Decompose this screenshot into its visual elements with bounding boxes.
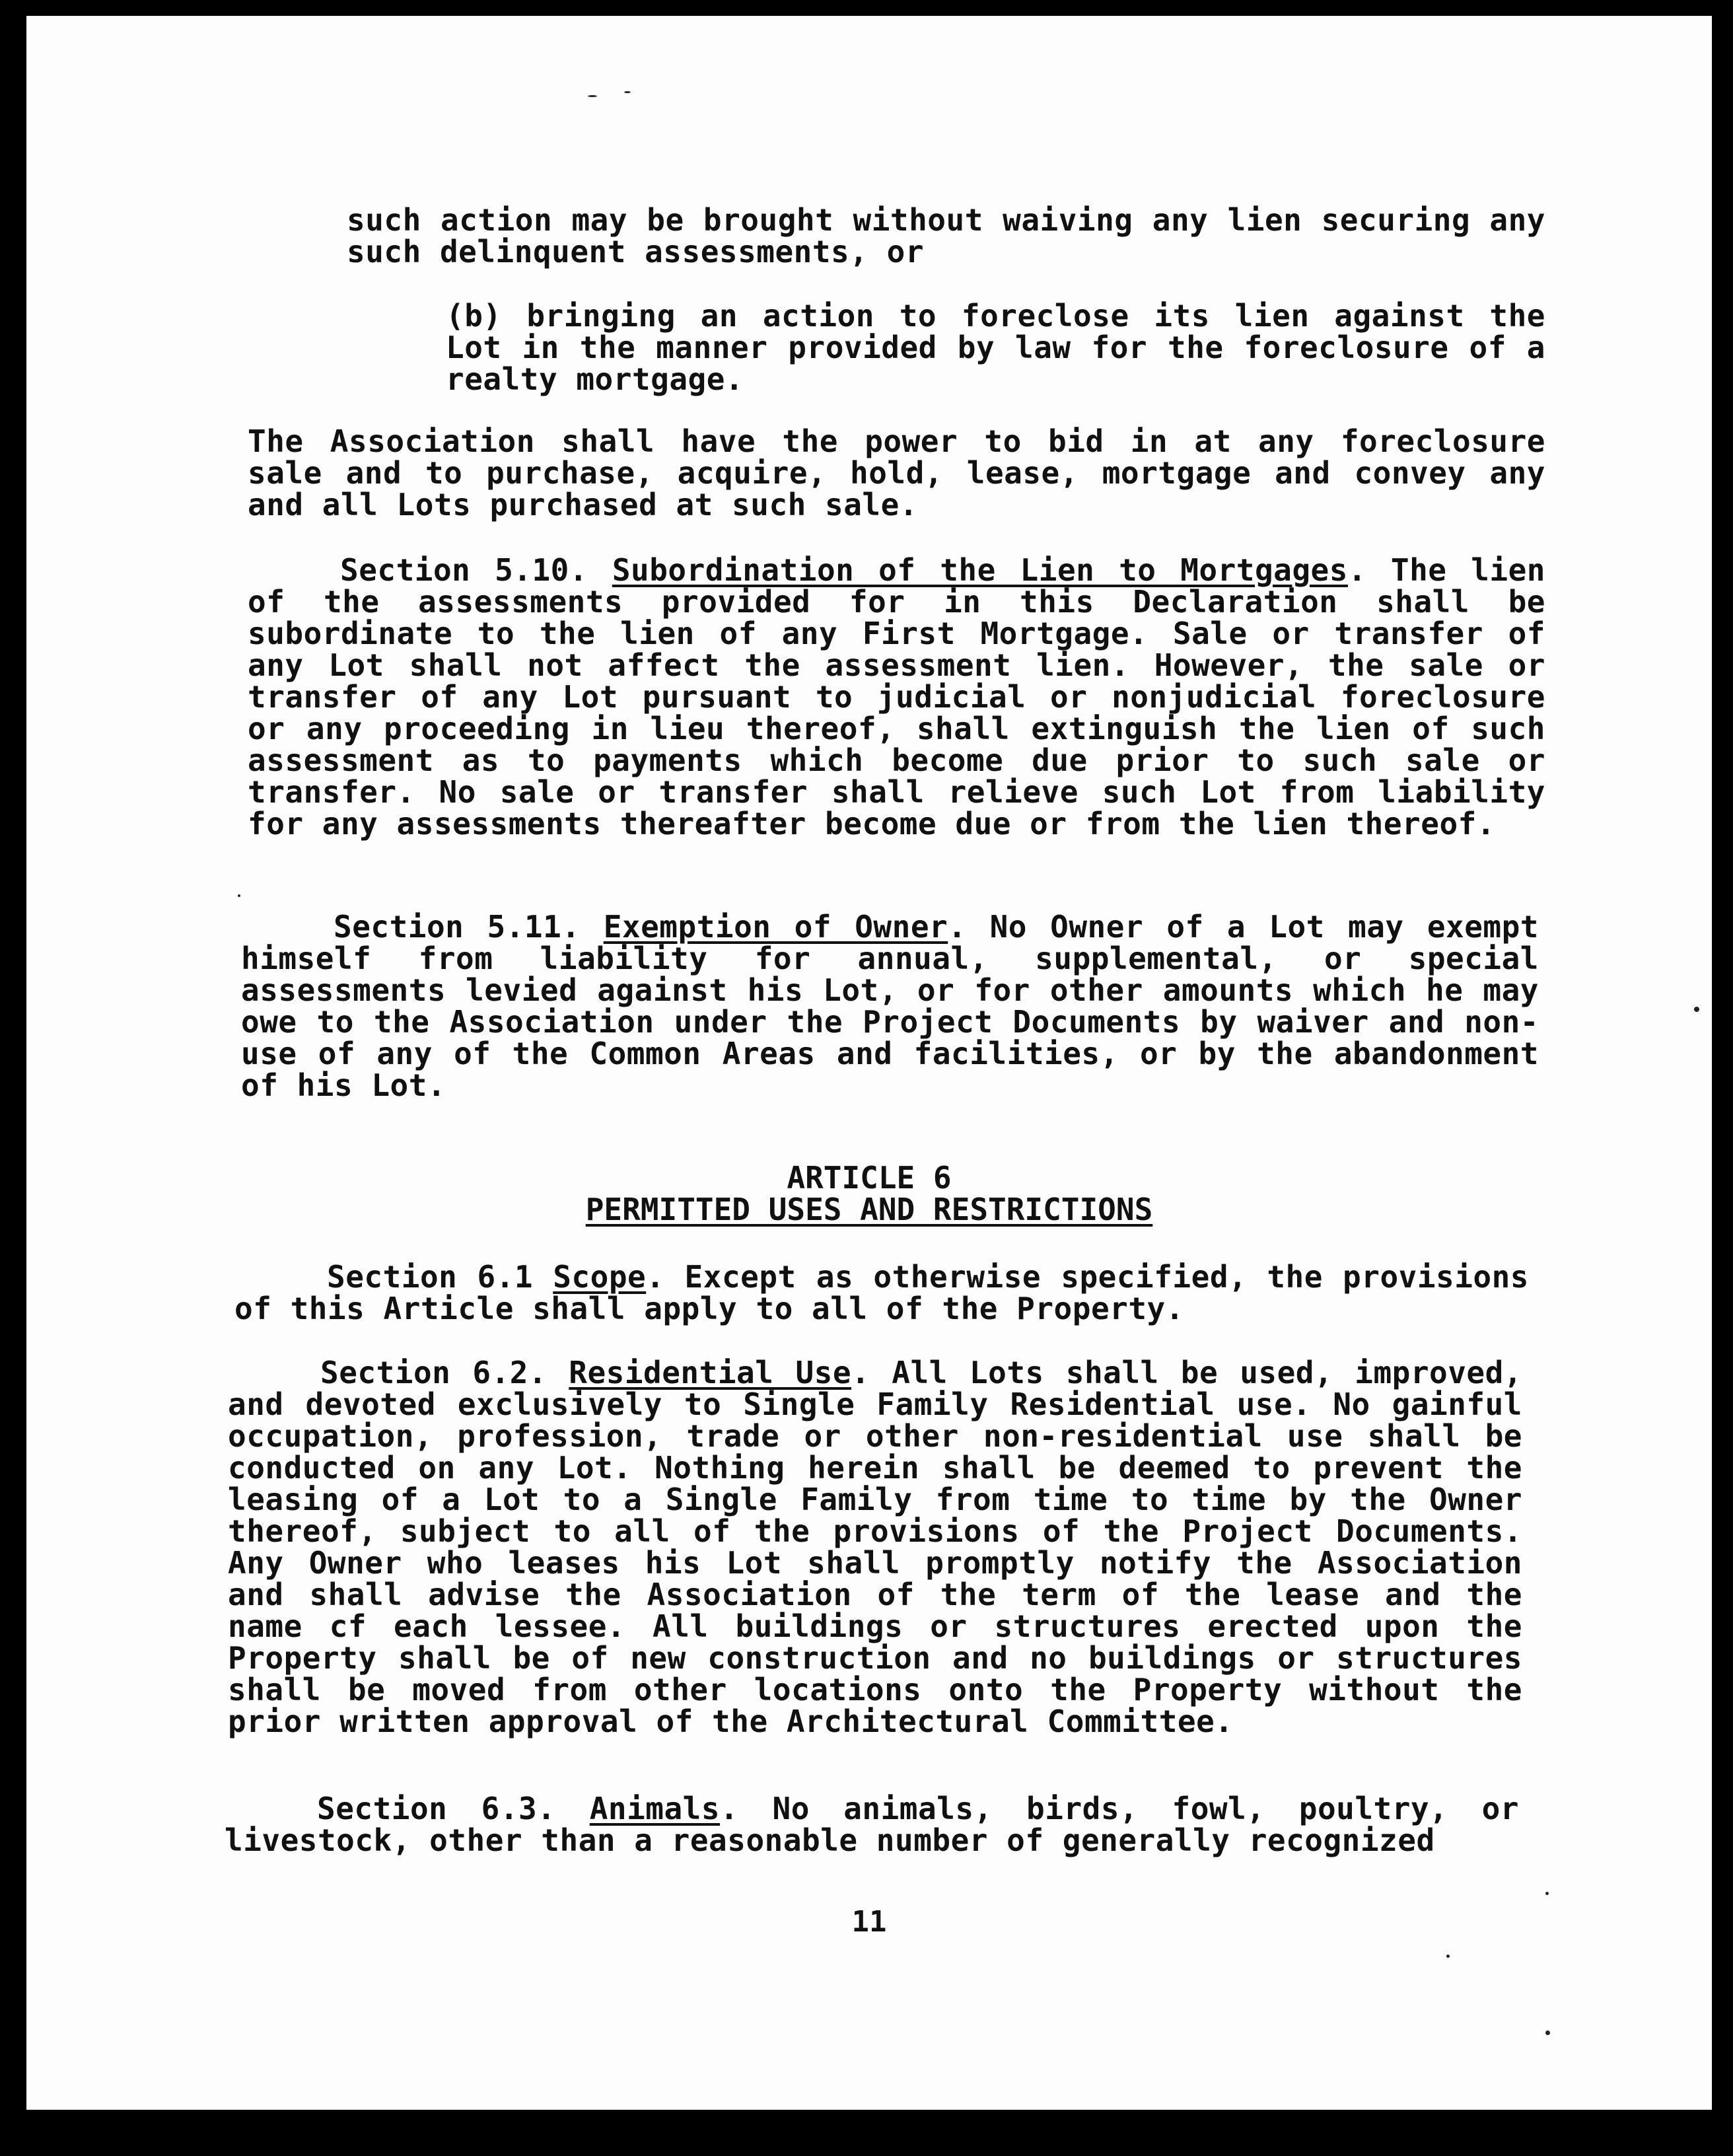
section-text: . Except as otherwise specified, the provisions of this Article shall apply to all of the Property. (234, 1259, 1530, 1326)
scan-speck (1694, 1007, 1699, 1012)
article-title: PERMITTED USES AND RESTRICTIONS (585, 1192, 1153, 1227)
section-title: Subordination of the Lien to Mortgages (612, 552, 1348, 588)
article-number: ARTICLE 6 (787, 1160, 952, 1196)
scan-speck (1446, 1955, 1450, 1958)
section-6-2 (228, 1357, 1522, 1737)
section-label: Section 5.11. (334, 909, 581, 945)
section-title: Scope (553, 1259, 647, 1295)
paragraph-b: (b) bringing an action to foreclose its lien against the Lot in the manner provided by law for the foreclosure of a realty mortgage. (446, 298, 1545, 397)
section-title: Residential Use (569, 1355, 852, 1390)
scan-speck (588, 95, 597, 97)
section-5-10 (248, 554, 1545, 840)
association-paragraph: The Association shall have the power to bid in at any foreclosure sale and to purchase, acquire, hold, lease, mortgage and convey any and all Lots purchased at such sale. (248, 423, 1545, 522)
paragraph-a: such action may be brought without waiving any lien securing any such delinquent assessments, or (347, 202, 1545, 270)
section-label: Section 6.2. (320, 1355, 548, 1390)
section-label: Section 6.1 (327, 1259, 534, 1295)
scan-speck (238, 894, 240, 897)
section-6-3 (225, 1793, 1519, 1856)
section-text: . All Lots shall be used, improved, and devoted exclusively to Single Family Residential use. No gainful occupation, profession, trade or other non-residential use shall be conducted on any Lot. Nothing herein shall be deemed to prevent the leasing of a Lot to a Single Family from time to time by the Owner thereof, subject to all of the provisions of the Project Documents. Any Owner who leases his Lot shall promptly notify the Association and shall advise the Association of the term of the lease and the name cf each lessee. All buildings or structures erected upon the Property shall be of new construction and no buildings or structures shall be moved from other locations onto the Property without the prior written approval of the Architectural Committee. (228, 1355, 1522, 1739)
section-label: Section 5.10. (340, 552, 588, 588)
section-5-11 (241, 911, 1539, 1101)
scan-speck (1545, 2030, 1550, 2035)
section-title: Animals (589, 1791, 721, 1826)
page-number: 11 (851, 1905, 887, 1939)
section-text: . No Owner of a Lot may exempt himself from liability for annual, supplemental, or special assessments levied against his Lot, or for other amounts which he may owe to the Association under the Project Documents by waiver and non-use of any of the Common Areas and facilities, or by the abandonment of his Lot. (241, 909, 1539, 1103)
scan-speck (624, 91, 631, 93)
section-title: Exemption of Owner (603, 909, 948, 945)
document-page (26, 16, 1712, 2110)
section-text: . The lien of the assessments provided for in this Declaration shall be subordinate to the lien of any First Mortgage. Sale or transfer of any Lot shall not affect the assessment lien. However, the sale or transfer of any Lot pursuant to judicial or nonjudicial foreclosure or any proceeding in lieu thereof, shall extinguish the lien of such assessment as to payments which become due prior to such sale or transfer. No sale or transfer shall relieve such Lot from liability for any assessments thereafter become due or from the lien thereof. (248, 552, 1545, 842)
section-6-1 (234, 1261, 1529, 1324)
section-label: Section 6.3. (317, 1791, 556, 1826)
section-text: . No animals, birds, fowl, poultry, or livestock, other than a reasonable number of generally recognized (225, 1791, 1519, 1858)
scan-speck (1545, 1892, 1549, 1895)
